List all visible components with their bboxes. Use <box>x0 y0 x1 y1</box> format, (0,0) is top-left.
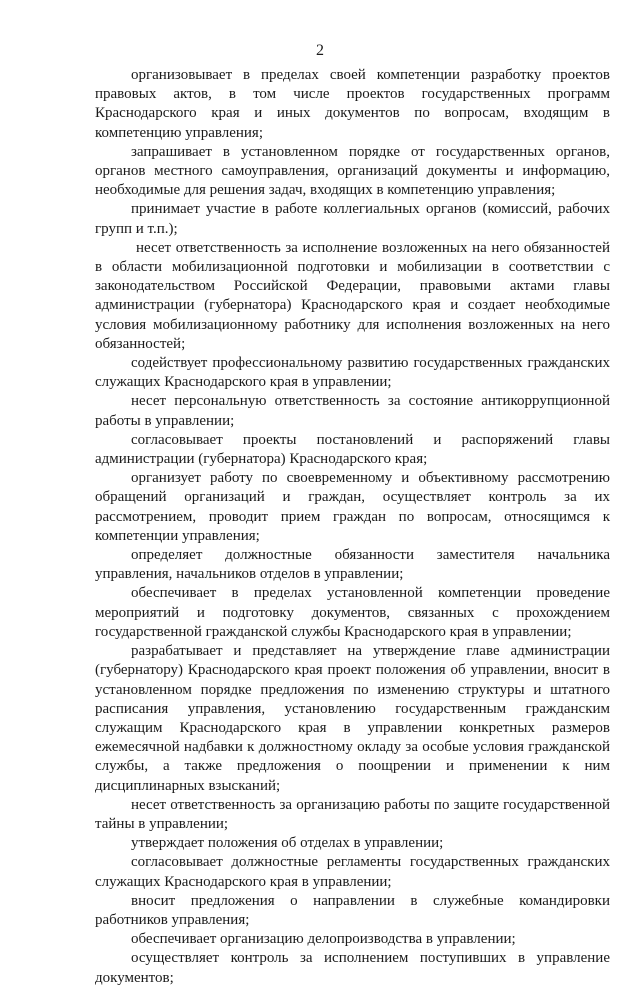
paragraph: организует работу по своевременному и объективному рассмотрению обращений организаций и граждан, осуществляет контроль за их рассмотрением, проводит прием граждан по вопросам, относящимся к компетенции управления; <box>95 470 610 544</box>
paragraph: запрашивает в установленном порядке от государственных органов, органов местного самоуправления, организаций документы и информацию, необходимые для решения задач, входящих в компетенцию управления; <box>95 143 610 199</box>
paragraph: осуществляет контроль за исполнением поступивших в управление документов; <box>95 950 610 986</box>
page-number: 2 <box>316 42 324 59</box>
paragraph: согласовывает проекты постановлений и распоряжений главы администрации (губернатора) Краснодарского края; <box>95 431 610 468</box>
paragraph: организовывает в пределах своей компетенции разработку проектов правовых актов, в том числе проектов государственных программ Краснодарского края и иных документов по вопросам, входящим в компетенцию управления; <box>95 67 610 141</box>
paragraph: принимает участие в работе коллегиальных органов (комиссий, рабочих групп и т.п.); <box>95 201 610 237</box>
paragraph: несет ответственность за исполнение возложенных на него обязанностей в области мобилизационной подготовки и мобилизации в соответствии с законодательством Российской Федерации, правовыми актами главы администрации (губернатора) Краснодарского края и создает необходимые условия мобилизационному работнику для исполнения возложенных на него обязанностей; <box>95 239 610 352</box>
paragraph: несет ответственность за организацию работы по защите государственной тайны в управлении; <box>95 796 610 832</box>
paragraph: обеспечивает в пределах установленной компетенции проведение мероприятий и подготовку документов, связанных с прохождением государственной гражданской службы Краснодарского края в управлении; <box>95 585 610 640</box>
paragraph: вносит предложения о направлении в служебные командировки работников управления; <box>95 892 610 928</box>
paragraph: определяет должностные обязанности заместителя начальника управления, начальников отделов в управлении; <box>95 547 610 583</box>
paragraph: содействует профессиональному развитию государственных гражданских служащих Краснодарского края в управлении; <box>95 355 610 391</box>
paragraph: обеспечивает организацию делопроизводства в управлении; <box>131 931 516 948</box>
paragraph: разрабатывает и представляет на утверждение главе администрации (губернатору) Краснодарского края проект положения об управлении, вносит в установленном порядке предложения по изменению структуры и штатного расписания управления, установлению государственным гражданским служащим Краснодарского края в управлении конкретных размеров ежемесячной надбавки к должностному окладу за особые условия гражданской службы, а также предложения о поощрении и применении к ним дисциплинарных взысканий; <box>95 643 610 794</box>
paragraph: несет персональную ответственность за состояние антикоррупционной работы в управлении; <box>95 393 610 429</box>
paragraph: согласовывает должностные регламенты государственных гражданских служащих Краснодарского края в управлении; <box>95 854 610 890</box>
paragraph: утверждает положения об отделах в управлении; <box>131 835 444 852</box>
document-body <box>95 66 610 988</box>
